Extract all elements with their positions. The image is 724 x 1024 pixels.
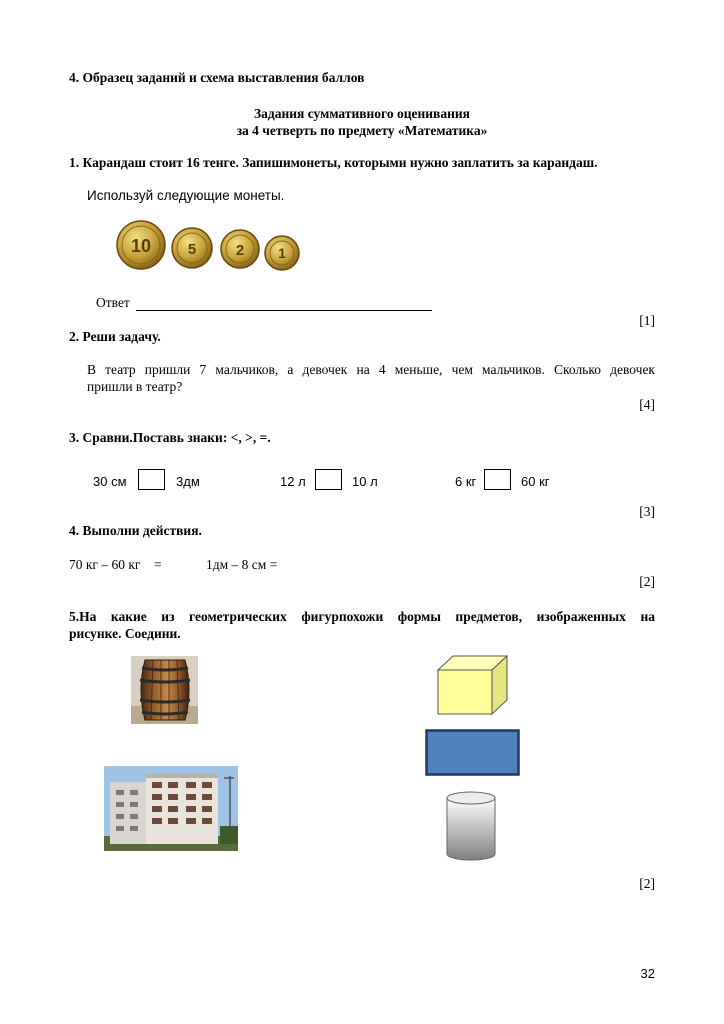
coin-2 (221, 230, 259, 268)
answer-label: Ответ (96, 295, 130, 310)
compare-right-2: 10 л (352, 474, 378, 489)
title-line-2: за 4 четверть по предмету «Математика» (236, 123, 488, 138)
task2-text-line-2: пришли в театр? (87, 379, 183, 394)
page-number: 32 (640, 966, 655, 981)
task4-expression-2: 1дм – 8 см = (206, 557, 278, 572)
title-line-1: Задания суммативного оценивания (254, 106, 470, 121)
compare-box-2[interactable] (315, 469, 342, 490)
task2-text-line-1: В театр пришли 7 мальчиков, а девочек на 4 меньше, чем мальчиков. Сколько девочек (87, 362, 655, 377)
task1-question: 1. Карандаш стоит 16 тенге. Запишимонеты, которыми нужно заплатить за карандаш. (69, 155, 598, 170)
task1-instruction: Используй следующие монеты. (87, 188, 285, 203)
task5-score: [2] (639, 876, 655, 891)
compare-box-1[interactable] (138, 469, 165, 490)
compare-left-3: 6 кг (455, 474, 477, 489)
task2-question: 2. Реши задачу. (69, 329, 161, 344)
compare-right-3: 60 кг (521, 474, 550, 489)
compare-box-3[interactable] (484, 469, 511, 490)
coin-5-label: 5 (187, 241, 197, 258)
compare-left-2: 12 л (280, 474, 306, 489)
task4-expression-1: 70 кг – 60 кг = (69, 557, 162, 572)
rectangle-shape (425, 729, 520, 777)
cube-shape (436, 654, 510, 716)
task3-question: 3. Сравни.Поставь знаки: <, >, =. (69, 430, 271, 445)
task4-score: [2] (639, 574, 655, 589)
answer-line[interactable] (136, 310, 432, 311)
coin-10-label: 10 (130, 236, 152, 256)
task2-score: [4] (639, 397, 655, 412)
task1-score: [1] (639, 313, 655, 328)
building-image (104, 766, 238, 851)
barrel-image (131, 656, 198, 724)
section-heading: 4. Образец заданий и схема выставления баллов (69, 70, 365, 85)
coin-10 (117, 221, 165, 269)
task3-score: [3] (639, 504, 655, 519)
coin-1 (265, 236, 299, 270)
coin-1-label: 1 (278, 245, 286, 261)
compare-left-1: 30 см (93, 474, 127, 489)
coin-5 (172, 228, 212, 268)
task4-question: 4. Выполни действия. (69, 523, 202, 538)
coin-2-label: 2 (235, 242, 245, 259)
task5-question-line-2: рисунке. Соедини. (69, 626, 181, 641)
task5-question-line-1: 5.На какие из геометрических фигурпохожи формы предметов, изображенных на (69, 609, 655, 624)
compare-right-1: 3дм (176, 474, 200, 489)
cylinder-shape (445, 790, 497, 862)
coins-image (110, 218, 310, 278)
